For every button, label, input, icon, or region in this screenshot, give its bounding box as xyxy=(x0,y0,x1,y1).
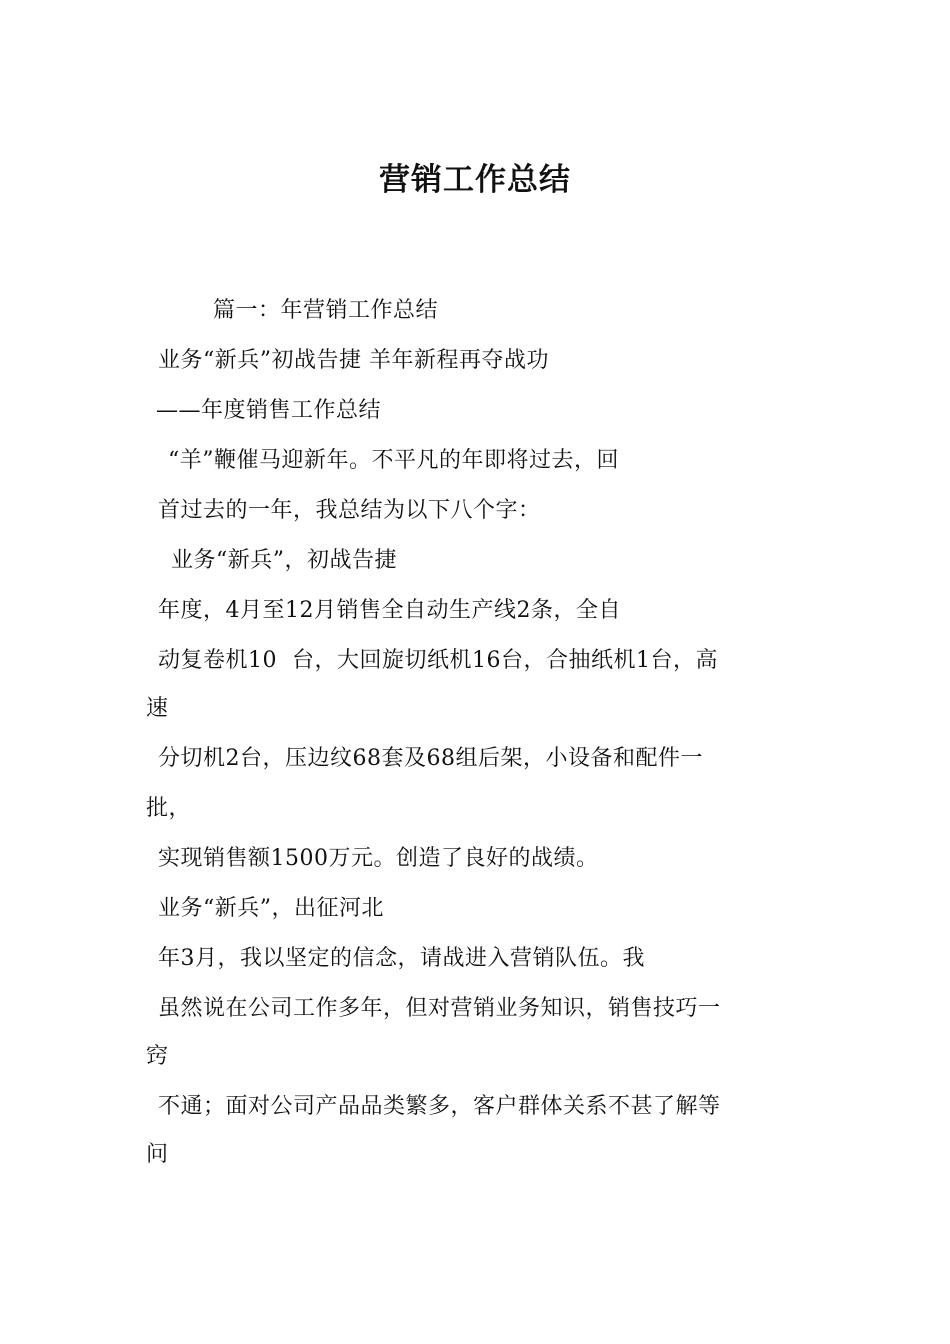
body-line: 实现销售额1500万元。创造了良好的战绩。 xyxy=(158,846,599,871)
section-heading: 篇一：年营销工作总结 xyxy=(213,298,439,323)
body-line: 年度，4月至12月销售全自动生产线2条，全自 xyxy=(158,598,621,623)
body-line: 分切机2台，压边纹68套及68组后架，小设备和配件一 xyxy=(158,746,703,771)
body-line: ——年度销售工作总结 xyxy=(156,398,382,423)
body-line: 问 xyxy=(146,1142,169,1167)
body-line: 年3月，我以坚定的信念，请战进入营销队伍。我 xyxy=(158,946,645,971)
body-line: 业务“新兵”，出征河北 xyxy=(158,896,384,921)
document-title: 营销工作总结 xyxy=(379,162,571,198)
body-line: 批， xyxy=(146,796,192,821)
body-line: 动复卷机10 台，大回旋切纸机16台，合抽纸机1台，高 xyxy=(158,648,718,673)
body-line: 虽然说在公司工作多年，但对营销业务知识，销售技巧一 xyxy=(158,996,721,1021)
body-line: 速 xyxy=(146,696,169,721)
body-line: 不通；面对公司产品品类繁多，客户群体关系不甚了解等 xyxy=(158,1094,721,1119)
body-line: “羊”鞭催马迎新年。不平凡的年即将过去，回 xyxy=(168,448,619,473)
body-line: 窍 xyxy=(146,1044,169,1069)
body-line: 首过去的一年，我总结为以下八个字： xyxy=(158,498,541,523)
body-line: 业务“新兵”初战告捷 羊年新程再夺战功 xyxy=(158,348,549,373)
body-line: 业务“新兵”，初战告捷 xyxy=(171,548,397,573)
